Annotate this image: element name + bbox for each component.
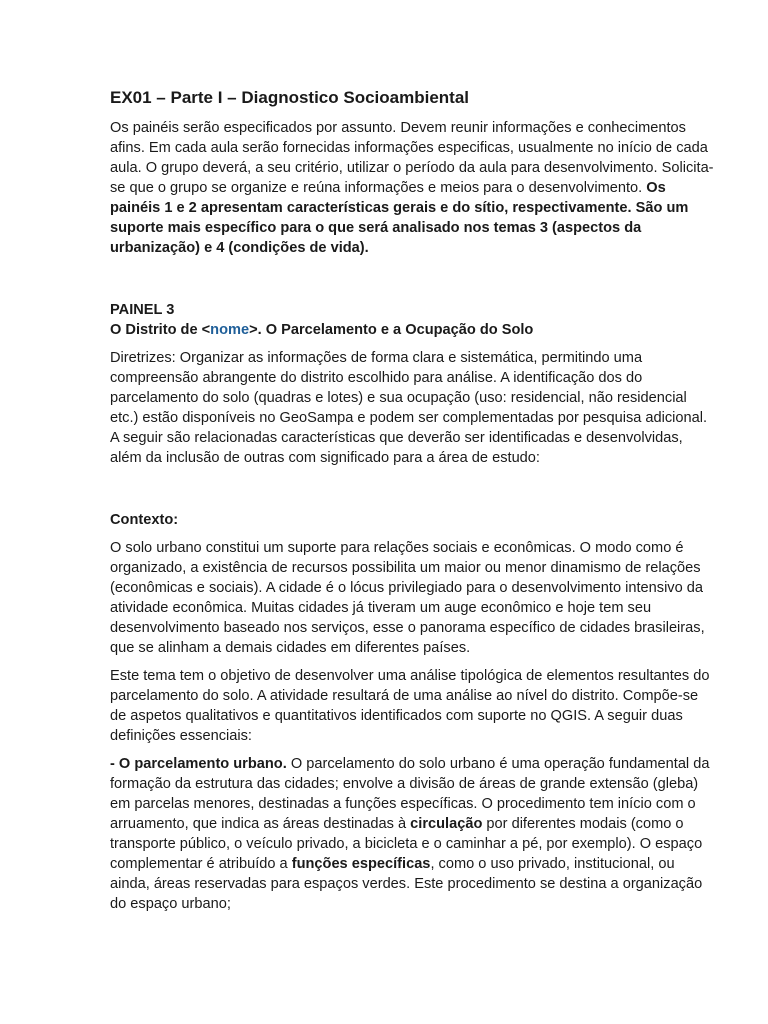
diretrizes-paragraph: Diretrizes: Organizar as informações de forma clara e sistemática, permitindo uma compreensão abrangente do distrito escolhido para análise. A identificação dos do parcelamento do solo (quadras e lotes) e sua ocupação (uso: residencial, não residencial etc.) estão disponíveis no GeoSampa e podem ser complementadas por pesquisa adicional. A seguir são relacionadas características que deverão ser identificadas e desenvolvidas, além da inclusão de outras com significado para a área de estudo:	[110, 350, 708, 467]
painel-label: PAINEL 3	[110, 302, 175, 319]
definition-text-1: O parcelamento do solo urbano é uma operação fundamental da formação da estrutura das cidades; envolve a divisão de áreas de grande extensão (gleba) em parcelas menores, destinadas a funções específicas. O procedimento tem início com o arruamento, que indica as áreas destinadas à	[110, 756, 710, 833]
subtitle-placeholder-name: nome	[210, 322, 250, 339]
definition-text-2: por diferentes modais (como o transporte público, o veículo privado, a bicicleta e o caminhar a pé, por exemplo). O espaço complementar é atribuído a	[110, 816, 703, 873]
definition-circulacao: circulação	[410, 816, 483, 833]
definition-heading: - O parcelamento urbano.	[110, 756, 287, 773]
painel-subtitle	[110, 320, 716, 340]
intro-text: Os painéis serão especificados por assunto. Devem reunir informações e conhecimentos afins. Em cada aula serão fornecidas informações especificas, usualmente no início de cada aula. O grupo deverá, a seu critério, utilizar o período da aula para desenvolvimento. Solicita-se que o grupo se organize e reúna informações e meios para o desenvolvimento.	[110, 120, 714, 197]
subtitle-before: O Distrito de <	[110, 322, 211, 339]
contexto-paragraph-2: Este tema tem o objetivo de desenvolver uma análise tipológica de elementos resultantes do parcelamento do solo. A atividade resultará de uma análise ao nível do distrito. Compõe-se de aspetos qualitativos e quantitativos identificados com suporte no QGIS. A seguir duas definições essenciais:	[110, 668, 710, 745]
contexto-paragraph-1: O solo urbano constitui um suporte para relações sociais e econômicas. O modo como é organizado, a existência de recursos possibilita um maior ou menor dinamismo de relações (econômicas e sociais). A cidade é o lócus privilegiado para o desenvolvimento intensivo da atividade econômica. Muitas cidades já tiveram um auge econômico e hoje tem seu desenvolvimento baseado nos serviços, esse o panorama específico de cidades brasileiras, que se alinham a demais cidades em diferentes países.	[110, 540, 705, 657]
definition-funcoes: funções específicas	[291, 856, 431, 873]
definition-paragraph	[110, 754, 716, 914]
definition-text-3: , como o uso privado, institucional, ou ainda, áreas reservadas para espaços verdes. Este procedimento se destina a organização do espaço urbano;	[110, 856, 703, 913]
contexto-heading: Contexto:	[110, 512, 179, 529]
intro-bold-text: Os painéis 1 e 2 apresentam características gerais e do sítio, respectivamente. São um suporte mais específico para o que será analisado nos temas 3 (aspectos da urbanização) e 4 (condições de vida).	[110, 180, 689, 257]
document-title: EX01 – Parte I – Diagnostico Socioambiental	[110, 88, 470, 107]
intro-paragraph	[110, 118, 716, 258]
subtitle-after: >. O Parcelamento e a Ocupação do Solo	[249, 322, 534, 339]
